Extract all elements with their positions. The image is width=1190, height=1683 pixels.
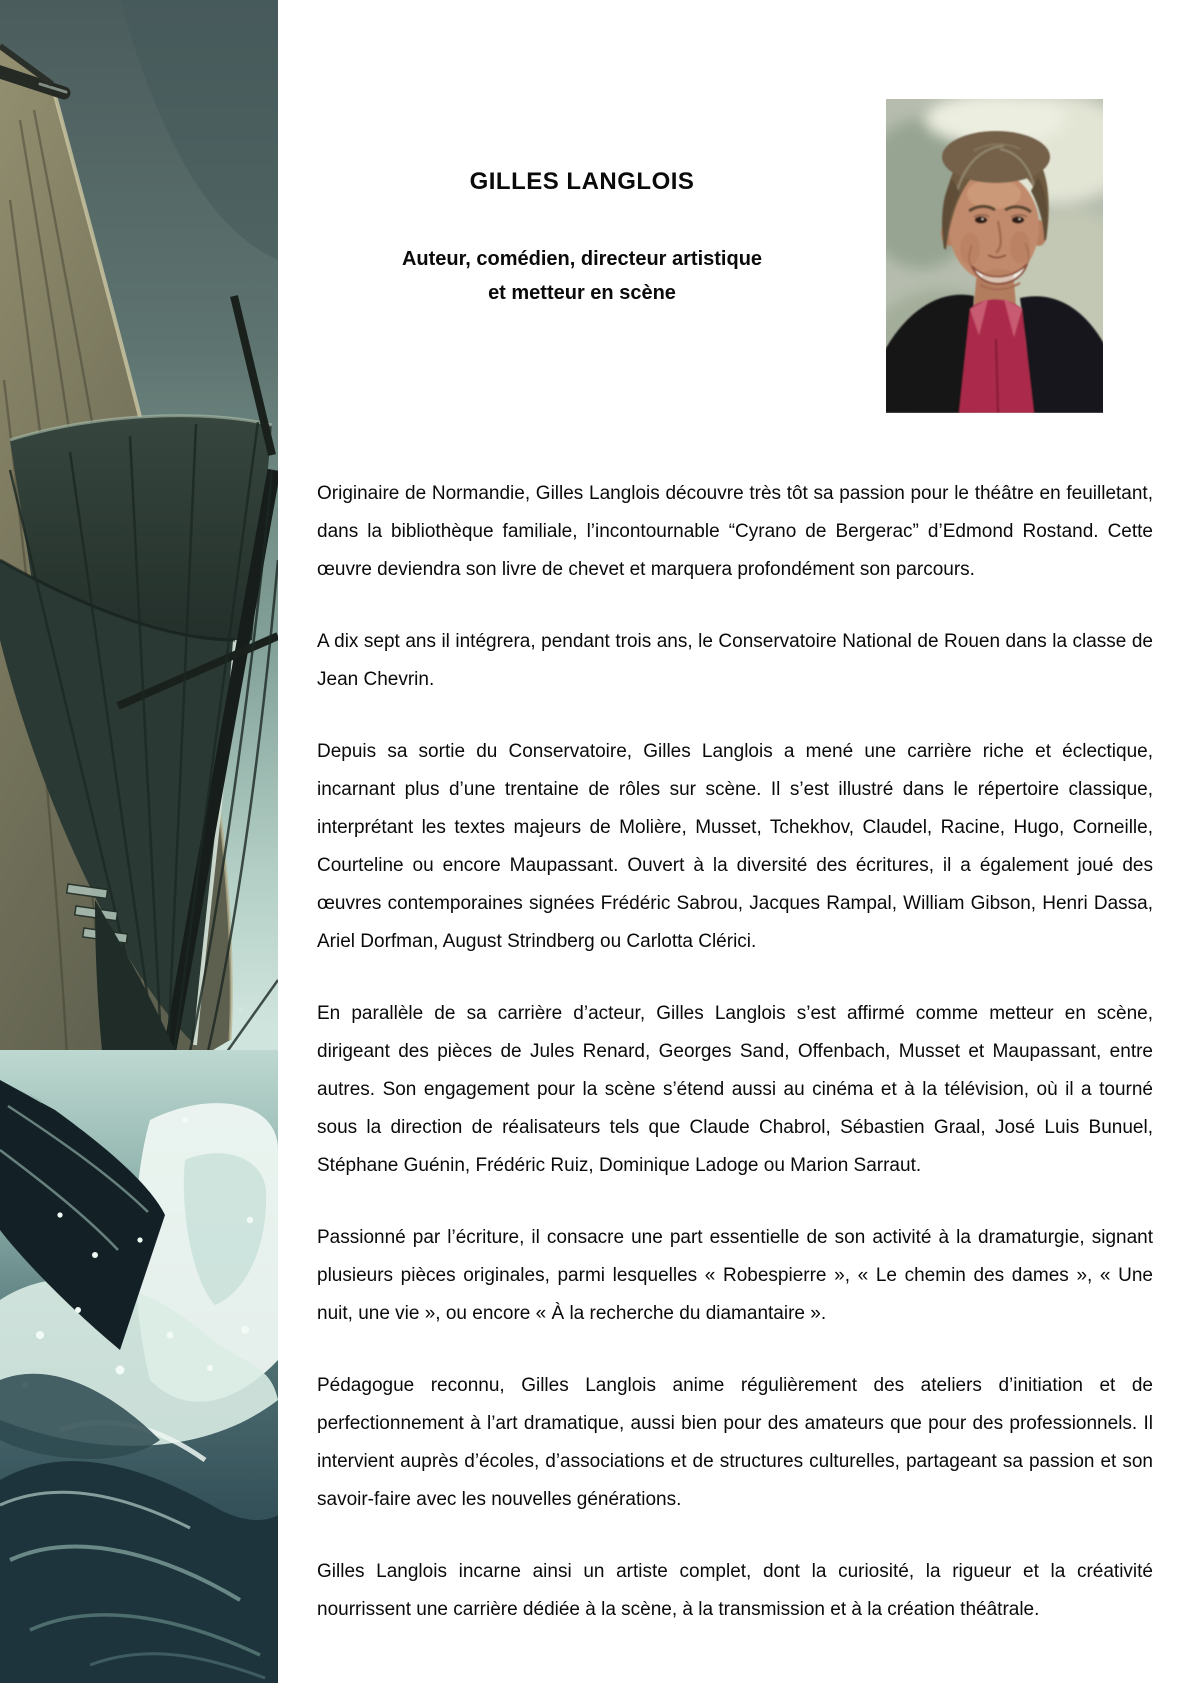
portrait-illustration xyxy=(886,99,1103,413)
ship-storm-illustration xyxy=(0,0,278,1683)
paragraph-director-screen: En parallèle de sa carrière d’acteur, Gilles Langlois s’est affirmé comme metteur en scène, dirigeant des pièces de Jules Renard, Georges Sand, Offenbach, Musset et Maupassant, entre autres. Son engagement pour la scène s’étend aussi au cinéma et à la télévision, où il a tourné sous la direction de réalisateurs tels que Claude Chabrol, Sébastien Graal, José Luis Bunuel, Stéphane Guénin, Frédéric Ruiz, Dominique Ladoge ou Marion Sarraut. xyxy=(317,1003,1153,1176)
page-subtitle xyxy=(278,242,886,310)
ship-storm-artwork xyxy=(0,0,278,1683)
paragraph-career-actor: Depuis sa sortie du Conservatoire, Gilles Langlois a mené une carrière riche et éclectique, incarnant plus d’une trentaine de rôles sur scène. Il s’est illustré dans le répertoire classique, interprétant les textes majeurs de Molière, Musset, Tchekhov, Claudel, Racine, Hugo, Corneille, Courteline ou encore Maupassant. Ouvert à la diversité des écritures, il a également joué des œuvres contemporaines signées Frédéric Sabrou, Jacques Rampal, William Gibson, Henri Dassa, Ariel Dorfman, August Strindberg ou Carlotta Clérici. xyxy=(317,741,1153,952)
portrait-photo xyxy=(886,99,1103,413)
biography-text xyxy=(317,475,1153,1629)
paragraph-writing: Passionné par l’écriture, il consacre une part essentielle de son activité à la dramaturgie, signant plusieurs pièces originales, parmi lesquelles « Robespierre », « Le chemin des dames », « Une nuit, une vie », ou encore « À la recherche du diamantaire ». xyxy=(317,1227,1153,1324)
paragraph-conclusion: Gilles Langlois incarne ainsi un artiste complet, dont la curiosité, la rigueur et la créativité nourrissent une carrière dédiée à la scène, à la transmission et à la création théâtrale. xyxy=(317,1561,1153,1620)
paragraph-teaching: Pédagogue reconnu, Gilles Langlois anime régulièrement des ateliers d’initiation et de perfectionnement à l’art dramatique, aussi bien pour des amateurs que pour des professionnels. Il intervient auprès d’écoles, d’associations et de structures culturelles, partageant sa passion et son savoir-faire avec les nouvelles générations. xyxy=(317,1375,1153,1510)
header xyxy=(278,160,886,310)
paragraph-origins: Originaire de Normandie, Gilles Langlois découvre très tôt sa passion pour le théâtre en feuilletant, dans la bibliothèque familiale, l’incontournable “Cyrano de Bergerac” d’Edmond Rostand. Cette œuvre deviendra son livre de chevet et marquera profondément son parcours. xyxy=(317,483,1153,580)
subtitle-line-1: Auteur, comédien, directeur artistique xyxy=(401,248,763,270)
paragraph-conservatoire: A dix sept ans il intégrera, pendant trois ans, le Conservatoire National de Rouen dans la classe de Jean Chevrin. xyxy=(317,631,1153,690)
subtitle-line-2: et metteur en scène xyxy=(488,282,676,304)
page-title: GILLES LANGLOIS xyxy=(469,168,695,195)
